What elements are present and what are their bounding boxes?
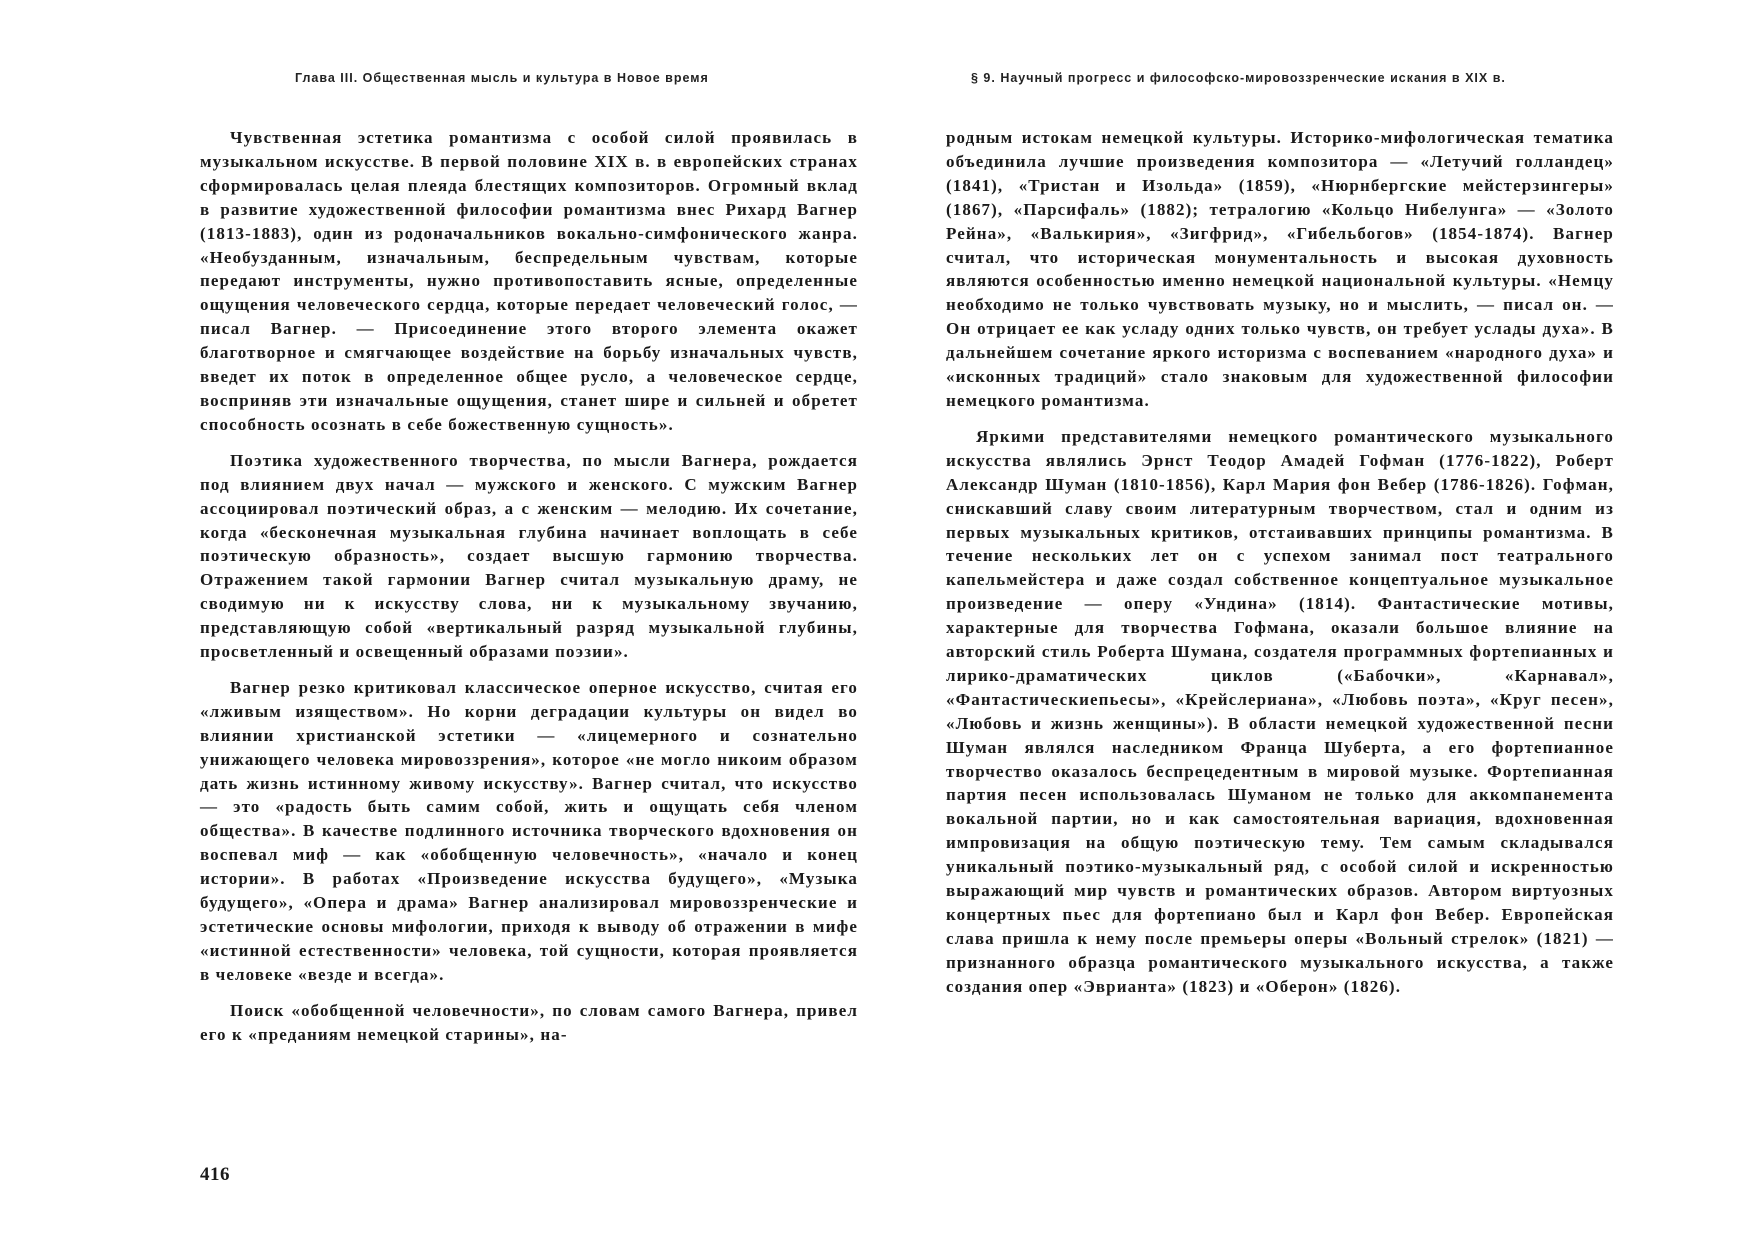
paragraph: Чувственная эстетика романтизма с особой силой проявилась в музыкальном искусстве. В первой половине XIX в. в европейских странах сформировалась целая плеяда блестящих композиторов. Огромный вклад в развитие художественной философии романтизма внес Рихард Вагнер (1813-1883), один из родоначальников вокально-симфонического жанра. «Необузданным, изначальным, беспредельным чувствам, которые передают инструменты, нужно противопоставить ясные, определенные ощущения человеческого сердца, которые передает человеческий голос, — писал Вагнер. — Присоединение этого второго элемента окажет благотворное и смягчающее воздействие на борьбу изначальных чувств, введет их поток в определенное общее русло, а человеческое сердце, восприняв эти изначальные ощущения, станет шире и сильней и обретет способность осознать в себе божественную сущность». [200,128,858,434]
right-running-head: § 9. Научный прогресс и философско-мировоззренческие искания в XIX в. [971,71,1506,85]
paragraph: Вагнер резко критиковал классическое оперное искусство, считая его «лживым изяществом». Но корни деградации культуры он видел во влиянии христианской эстетики — «лицемерного и сознательно унижающего человека мировоззрения», которое «не могло никоим образом дать жизнь истинному живому искусству». Вагнер считал, что искусство — это «радость быть самим собой, жить и ощущать себя членом общества». В качестве подлинного источника творческого вдохновения он воспевал миф — как «обобщенную человечность», «начало и конец истории». В работах «Произведение искусства будущего», «Музыка будущего», «Опера и драма» Вагнер анализировал мировоззренческие и эстетические основы мифологии, приходя к выводу об отражении в мифе «истинной естественности» человека, той сущности, которая проявляется в человеке «везде и всегда». [200,677,858,984]
paragraph-continuation: родным истокам немецкой культуры. Историко-мифологическая тематика объединила лучшие произведения композитора — «Летучий голландец» (1841), «Тристан и Изольда» (1859), «Нюрнбергские мейстерзингеры» (1867), «Парсифаль» (1882); тетралогию «Кольцо Нибелунга» — «Золото Рейна», «Валькирия», «Зигфрид», «Гибельбогов» (1854-1874). Вагнер считал, что историческая монументальность и высокая духовность являются особенностью именно немецкой национальной культуры. «Немцу необходимо не только чувствовать музыку, но и мыслить, — писал он. — Он отрицает ее как усладу одних только чувств, он требует услады духа». В дальнейшем сочетание яркого историзма с воспеванием «народного духа» и «исконных традиций» стало знаковым для художественной философии немецкого романтизма. [946,128,1614,410]
left-page-body [200,126,858,1059]
right-page-body [946,126,1614,1011]
paragraph: Поэтика художественного творчества, по мысли Вагнера, рождается под влиянием двух начал — мужского и женского. С мужским Вагнер ассоциировал поэтический образ, а с женским — мелодию. Их сочетание, когда «бесконечная музыкальная глубина начинает воплощать в себе поэтическую образность», создает высшую гармонию творчества. Отражением такой гармонии Вагнер считал музыкальную драму, не сводимую ни к искусству слова, ни к музыкальному звучанию, представляющую собой «вертикальный разряд музыкальной глубины, просветленный и освещенный образами поэзии». [200,450,858,662]
paragraph: Яркими представителями немецкого романтического музыкального искусства являлись Эрнст Теодор Амадей Гофман (1776-1822), Роберт Александр Шуман (1810-1856), Карл Мария фон Вебер (1786-1826). Гофман, снискавший славу своим литературным творчеством, стал и одним из первых музыкальных критиков, отстаивавших принципы романтизма. В течение нескольких лет он с успехом занимал пост театрального капельмейстера и даже создал собственное концептуальное музыкальное произведение — оперу «Ундина» (1814). Фантастические мотивы, характерные для творчества Гофмана, оказали большое влияние на авторский стиль Роберта Шумана, создателя программных фортепианных и лирико-драматических циклов («Бабочки», «Карнавал», «Фантастическиепьесы», «Крейслериана», «Любовь поэта», «Круг песен», «Любовь и жизнь женщины»). В области немецкой художественной песни Шуман являлся наследником Франца Шуберта, а его фортепианное творчество оказалось беспрецедентным в мировой музыке. Фортепианная партия песен использовалась Шуманом не только для аккомпанемента вокальной партии, но и как самостоятельная вариация, вдохновенная импровизация на общую поэтическую тему. Тем самым складывался уникальный поэтико-музыкальный ряд, с особой силой и искренностью выражающий мир чувств и романтических образов. Автором виртуозных концертных пьес для фортепиано был и Карл фон Вебер. Европейская слава пришла к нему после премьеры оперы «Вольный стрелок» (1821) — признанного образца романтического музыкального искусства, а также создания опер «Эврианта» (1823) и «Оберон» (1826). [946,426,1614,996]
right-page [877,0,1754,1239]
page-number: 416 [200,1164,230,1185]
left-running-head: Глава III. Общественная мысль и культура в Новое время [295,71,709,85]
paragraph: Поиск «обобщенной человечности», по словам самого Вагнера, привел его к «преданиям немецкой старины», на- [200,1000,858,1044]
